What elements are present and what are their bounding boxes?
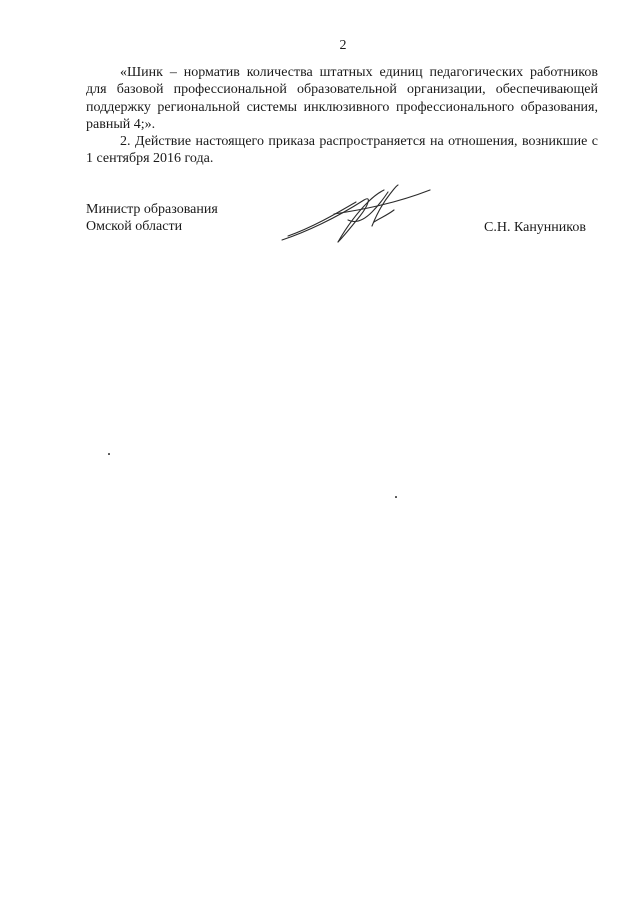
signer-title-line-2: Омской области <box>86 219 183 235</box>
paragraph-norm-definition: «Шинк – норматив количества штатных единиц педагогических работников для базовой профессиональной образовательной организации, обеспечивающей поддержку региональной системы инклюзивного профессионального образования, равный 4;». <box>86 65 598 133</box>
signer-title <box>86 201 218 236</box>
paragraph-effective-date: 2. Действие настоящего приказа распространяется на отношения, возникшие с 1 сентября 2016 года. <box>86 134 598 167</box>
scan-speck <box>395 496 397 498</box>
page-number: 2 <box>339 38 347 53</box>
signer-name: С.Н. Канунников <box>484 220 586 235</box>
signer-title-line-1: Министр образования <box>86 202 218 217</box>
handwritten-signature <box>276 180 436 250</box>
scan-speck <box>108 453 110 455</box>
